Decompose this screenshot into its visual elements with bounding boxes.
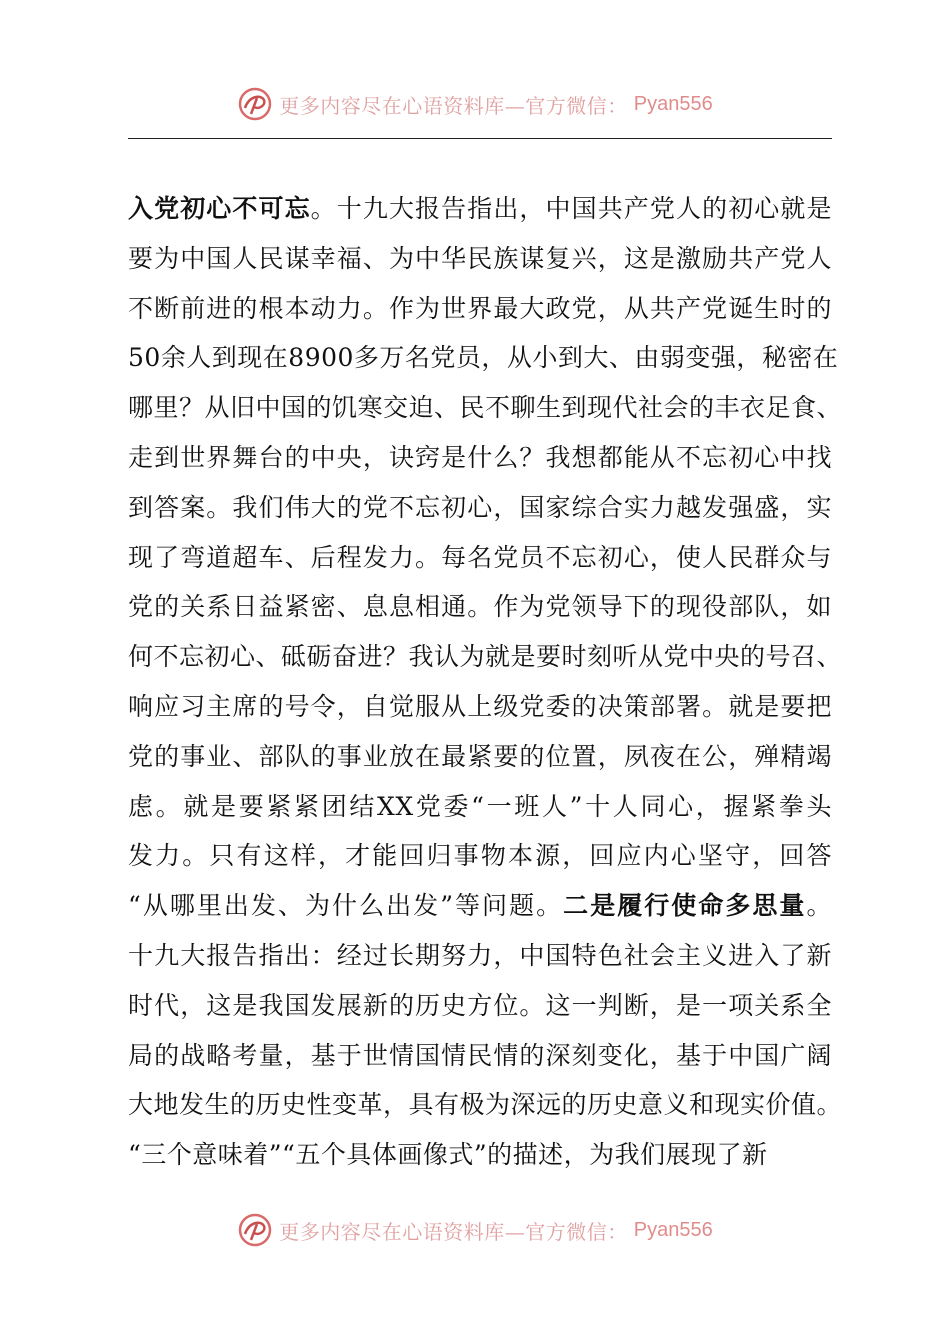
body-line: “从哪里出发、为什么出发”等问题。二是履行使命多思量。	[128, 891, 832, 921]
body-line: 走到世界舞台的中央，诀窍是什么？我想都能从不忘初心中找	[128, 442, 832, 472]
body-line: 到答案。我们伟大的党不忘初心，国家综合实力越发强盛，实	[128, 492, 832, 522]
red-swirl-logo-icon	[237, 86, 273, 122]
body-line: 入党初心不可忘。十九大报告指出，中国共产党人的初心就是	[128, 194, 832, 223]
body-line: 不断前进的根本动力。作为世界最大政党，从共产党诞生时的	[128, 293, 832, 323]
body-line: 局的战略考量，基于世情国情民情的深刻变化，基于中国广阔	[128, 1040, 832, 1070]
header-text: 更多内容尽在心语资料库—官方微信：	[279, 93, 628, 118]
section-heading: 二是履行使命多思量	[563, 891, 807, 921]
body-line: 虑。就是要紧紧团结XX党委“一班人”十人同心，握紧拳头	[128, 791, 832, 821]
footer-brand: Pyan556	[633, 1218, 713, 1241]
body-line: 时代，这是我国发展新的历史方位。这一判断，是一项关系全	[128, 990, 832, 1020]
header-brand: Pyan556	[633, 92, 713, 115]
footer-text: 更多内容尽在心语资料库—官方微信：	[279, 1219, 628, 1244]
body-line: 哪里？从旧中国的饥寒交迫、民不聊生到现代社会的丰衣足食、	[128, 393, 843, 423]
page-footer	[0, 1210, 950, 1250]
page-header	[0, 84, 950, 124]
body-line: 现了弯道超车、后程发力。每名党员不忘初心，使人民群众与	[128, 542, 832, 572]
document-body	[128, 184, 843, 1180]
body-line: 响应习主席的号令，自觉服从上级党委的决策部署。就是要把	[128, 691, 832, 721]
body-line: 何不忘初心、砥砺奋进？我认为就是要时刻听从党中央的号召、	[128, 642, 843, 672]
body-line: “三个意味着”“五个具体画像式”的描述，为我们展现了新	[128, 1140, 768, 1170]
body-line: 发力。只有这样，才能回归事物本源，回应内心坚守，回答	[128, 841, 832, 871]
body-line: 大地发生的历史性变革，具有极为深远的历史意义和现实价值。	[128, 1090, 843, 1120]
body-line: 要为中国人民谋幸福、为中华民族谋复兴，这是激励共产党人	[128, 243, 832, 273]
section-heading: 入党初心不可忘	[128, 194, 311, 223]
body-line: 50余人到现在8900多万名党员，从小到大、由弱变强，秘密在	[128, 343, 839, 373]
body-line: 党的关系日益紧密、息息相通。作为党领导下的现役部队，如	[128, 592, 832, 622]
body-line: 党的事业、部队的事业放在最紧要的位置，夙夜在公，殚精竭	[128, 741, 832, 771]
body-line: 十九大报告指出：经过长期努力，中国特色社会主义进入了新	[128, 940, 832, 970]
header-divider	[128, 138, 832, 139]
red-swirl-logo-icon	[237, 1212, 273, 1248]
